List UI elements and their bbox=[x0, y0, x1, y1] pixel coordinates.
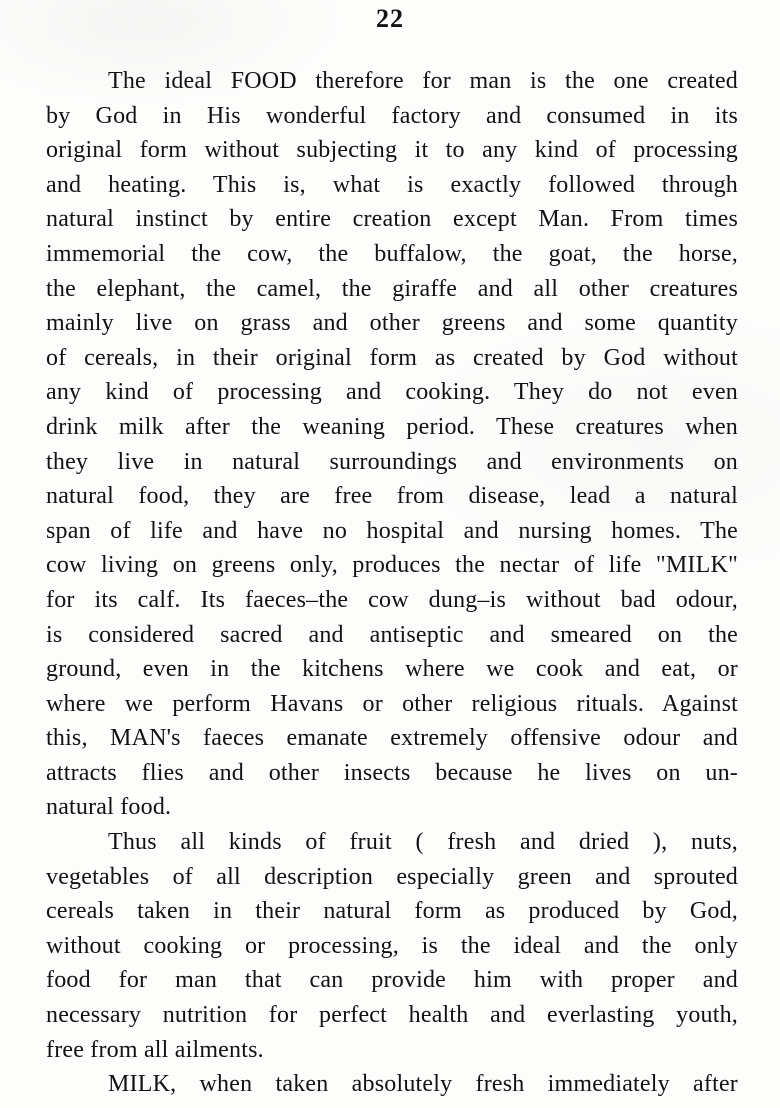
text-line: Thus all kinds of fruit ( fresh and dried ), nuts, bbox=[108, 829, 738, 856]
text-line: The ideal FOOD therefore for man is the one created bbox=[108, 68, 738, 94]
text-line: free from all ailments. bbox=[46, 1036, 264, 1063]
page-number: 22 bbox=[376, 4, 404, 33]
text-line: without cooking or processing, is the ideal and the only bbox=[46, 932, 738, 959]
text-line: by God in His wonderful factory and consumed in its bbox=[46, 102, 738, 129]
text-line: original form without subjecting it to any kind of processing bbox=[46, 137, 738, 164]
text-line: any kind of processing and cooking. They do not even bbox=[46, 379, 738, 406]
text-line: for its calf. Its faeces–the cow dung–is without bad odour, bbox=[46, 586, 738, 613]
text-line: natural food, they are free from disease, lead a natural bbox=[46, 483, 738, 510]
page-text bbox=[46, 64, 738, 1102]
text-line: this, MAN's faeces emanate extremely offensive odour and bbox=[46, 725, 738, 752]
text-line: attracts flies and other insects because he lives on un- bbox=[46, 759, 738, 786]
text-line: where we perform Havans or other religious rituals. Against bbox=[46, 690, 738, 717]
text-line: they live in natural surroundings and environments on bbox=[46, 448, 738, 475]
text-line: natural food. bbox=[46, 794, 172, 821]
text-line: food for man that can provide him with proper and bbox=[46, 967, 738, 994]
text-line: natural instinct by entire creation except Man. From times bbox=[46, 206, 738, 233]
text-line: cereals taken in their natural form as produced by God, bbox=[46, 898, 738, 925]
text-line: cow living on greens only, produces the nectar of life "MILK" bbox=[46, 552, 738, 579]
text-line: mainly live on grass and other greens and some quantity bbox=[46, 310, 738, 337]
text-line: and heating. This is, what is exactly followed through bbox=[46, 171, 738, 198]
text-line: vegetables of all description especially green and sprouted bbox=[46, 863, 738, 890]
text-line: drink milk after the weaning period. These creatures when bbox=[46, 413, 738, 440]
text-line: ground, even in the kitchens where we cook and eat, or bbox=[46, 656, 738, 683]
text-line: span of life and have no hospital and nursing homes. The bbox=[46, 517, 738, 544]
text-line: MILK, when taken absolutely fresh immediately after bbox=[108, 1071, 738, 1098]
text-line: the elephant, the camel, the giraffe and all other creatures bbox=[46, 275, 738, 302]
text-line: is considered sacred and antiseptic and smeared on the bbox=[46, 621, 738, 648]
text-line: necessary nutrition for perfect health and everlasting youth, bbox=[46, 1002, 738, 1029]
text-line: of cereals, in their original form as created by God without bbox=[46, 344, 738, 371]
text-line: immemorial the cow, the buffalow, the goat, the horse, bbox=[46, 240, 738, 267]
